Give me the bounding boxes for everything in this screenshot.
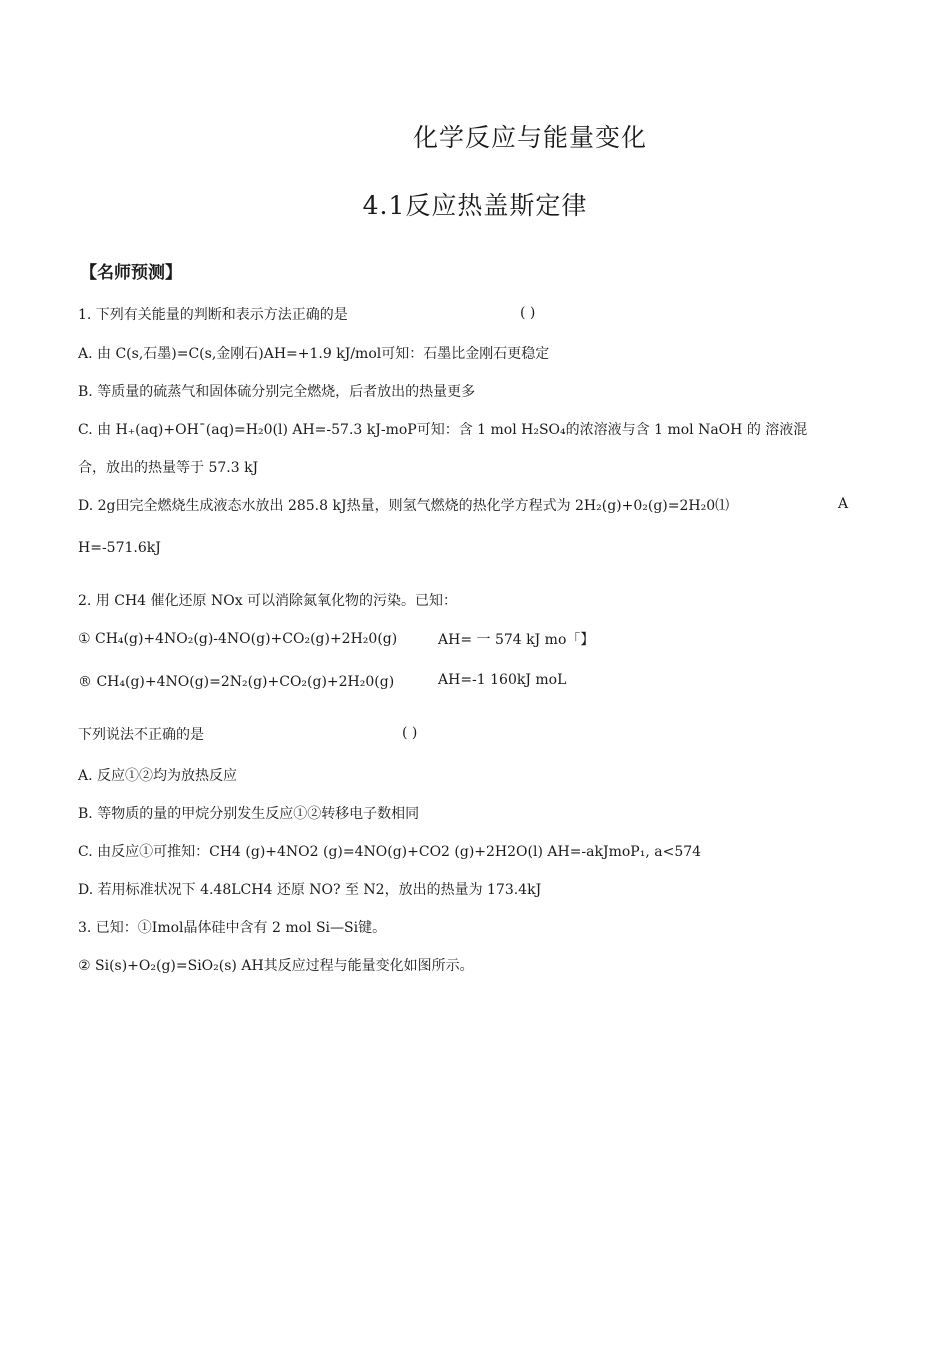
q1-option-c-line2: 合，放出的热量等于 57.3 kJ	[78, 460, 259, 476]
q1-option-b: B. 等质量的硫蒸气和固体硫分别完全燃烧，后者放出的热量更多	[78, 384, 476, 400]
page-subtitle: 4.1反应热盖斯定律	[362, 191, 588, 220]
q1-option-d-delta: A	[838, 496, 849, 512]
q2-ask: 下列说法不正确的是	[78, 727, 204, 743]
q1-option-d-line1: D. 2g田完全燃烧生成液态水放出 285.8 kJ热量，则氢气燃烧的热化学方程式为 2H₂(g)+0₂(g)=2H₂0⑴	[78, 498, 730, 514]
q2-option-b: B. 等物质的量的甲烷分别发生反应①②转移电子数相同	[78, 806, 420, 822]
q2-option-d: D. 若用标准状况下 4.48LCH4 还原 NO? 至 N2，放出的热量为 173.4kJ	[78, 882, 542, 898]
q2-equation-1-enthalpy: AH= 一 574 kJ mo「】	[438, 632, 595, 648]
q2-answer-paren: ( )	[402, 725, 418, 741]
section-heading: 【名师预测】	[80, 263, 182, 283]
q1-answer-paren: ( )	[520, 305, 536, 321]
q2-stem: 2. 用 CH4 催化还原 NOx 可以消除氮氧化物的污染。已知：	[78, 593, 458, 609]
q2-option-a: A. 反应①②均为放热反应	[78, 768, 238, 784]
q2-equation-2: ® CH₄(g)+4NO(g)=2N₂(g)+CO₂(g)+2H₂0(g)	[78, 674, 395, 690]
q1-option-d-line2: H=-571.6kJ	[78, 540, 161, 556]
q1-option-a: A. 由 C(s,石墨)=C(s,金刚石)AH=+1.9 kJ/mol可知：石墨比金刚石更稳定	[78, 346, 550, 362]
q1-stem: 1. 下列有关能量的判断和表示方法正确的是	[78, 307, 348, 323]
q3-item-2: ② Si(s)+O₂(g)=SiO₂(s) AH其反应过程与能量变化如图所示。	[78, 958, 474, 974]
q1-option-c-line1: C. 由 H₊(aq)+OH¯(aq)=H₂0(l) AH=-57.3 kJ-moP可知：含 1 mol H₂SO₄的浓溶液与含 1 mol NaOH 的 溶液混	[78, 422, 808, 438]
q3-stem: 3. 已知：①Imol晶体硅中含有 2 mol Si—Si键。	[78, 920, 387, 936]
q2-option-c: C. 由反应①可推知：CH4 (g)+4NO2 (g)=4NO(g)+CO2 (g)+2H2O(l) AH=-akJmoP₁, a<574	[78, 844, 702, 860]
q2-equation-2-enthalpy: AH=-1 160kJ moL	[438, 672, 567, 688]
page-title: 化学反应与能量变化	[412, 123, 647, 152]
q2-equation-1: ① CH₄(g)+4NO₂(g)-4NO(g)+CO₂(g)+2H₂0(g)	[78, 631, 398, 647]
